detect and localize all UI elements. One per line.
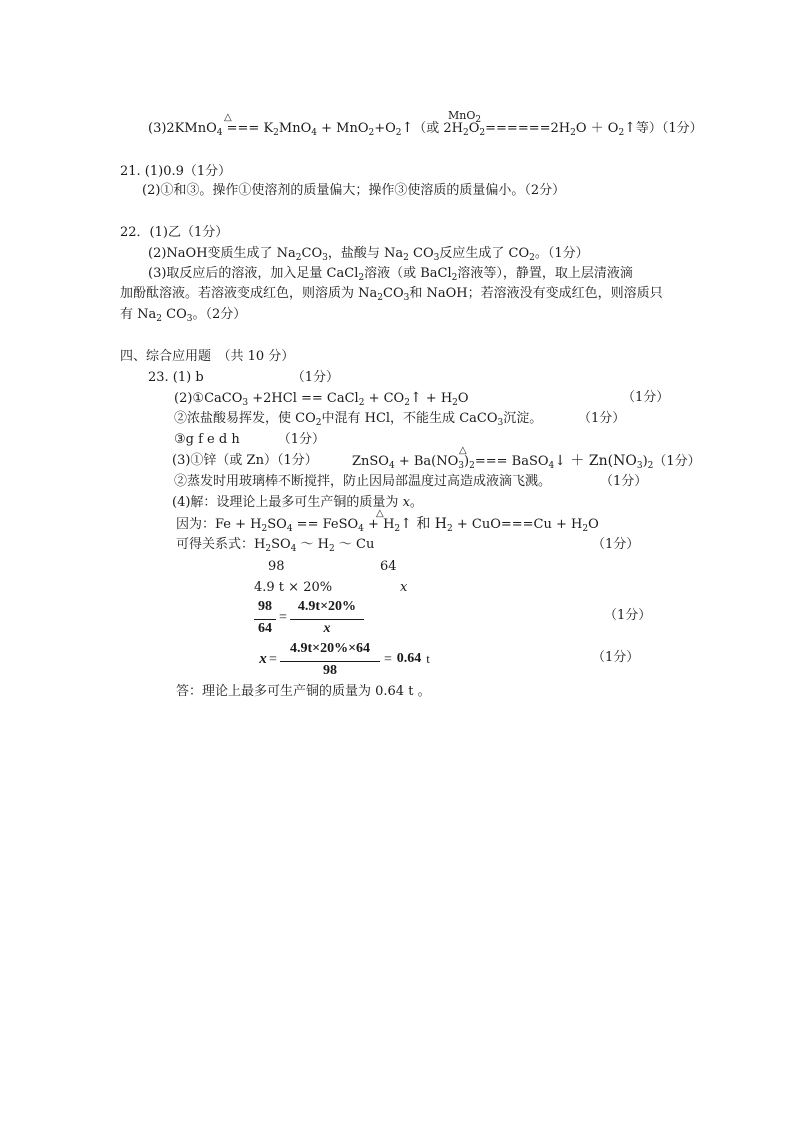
q23-line2: (2)①CaCO$_3$ +2HCl == CaCl$_2$ + $CO_2↑ + H_2O$ <box>174 390 469 408</box>
q22-line4: 加酚酞溶液。若溶液变成红色，则溶质为 $Na_2CO_3$和 NaOH；若溶液没有变成红色，则溶质只 <box>120 286 663 303</box>
equals-sign-3: = <box>384 652 392 667</box>
q23-line5-left: (3)①锌（或 Zn）（1分） <box>172 453 318 468</box>
heat-symbol-2: △ <box>459 445 467 456</box>
fraction3-numerator: 4.9t×20%×64 <box>289 641 371 656</box>
fraction1-numerator: 98 <box>258 599 272 614</box>
q22-line3: (3)取反应后的溶液，加入足量 CaCl$_2$溶液（或 BaCl$_2$溶液等），静置，取上层清液滴 <box>148 266 633 283</box>
molar-mass-64: 64 <box>380 559 397 574</box>
q23-line4: ③g f e d h （1分） <box>174 432 325 447</box>
fraction-score-1: （1分） <box>604 608 652 623</box>
solution-equation <box>256 641 436 681</box>
catalyst-label: MnO$_2$ <box>448 109 482 125</box>
fraction3-denominator: 98 <box>323 663 337 678</box>
solution-variable: x <box>259 651 267 667</box>
q21-line1: 21. (1)0.9（1分） <box>120 164 232 179</box>
q23-line7: (4)解：设理论上最多可生产铜的质量为 x。 <box>172 495 423 510</box>
heat-symbol: △ <box>224 112 232 123</box>
q23-line2-score: （1分） <box>622 390 670 405</box>
unknown-x: x <box>400 580 408 595</box>
mass-expression: 4.9 t × 20% <box>254 580 333 595</box>
ratio-equation <box>254 599 374 639</box>
fraction1-denominator: 64 <box>258 621 272 636</box>
result-value: 0.64 <box>396 651 422 666</box>
q23-line9: 可得关系式：$H_2SO_4$ ～ $H_2$ ～ Cu <box>176 537 375 554</box>
q20-equation: (3)2KMnO$_4$ === $K_2MnO_4$ + $MnO_2+O_2↑$（或 $2H_2O_2======2H_2O$ ＋ $O_2↑$等）（1分） <box>148 120 703 138</box>
q23-line6: ②蒸发时用玻璃棒不断搅拌，防止因局部温度过高造成液滴飞溅。 <box>174 474 552 489</box>
q23-line9-score: （1分） <box>592 537 640 552</box>
q22-line1: 22．(1)乙（1分） <box>120 225 229 240</box>
fraction2-numerator: 4.9t×20% <box>297 599 357 614</box>
final-answer: 答：理论上最多可生产铜的质量为 0.64 t 。 <box>176 684 431 699</box>
fraction2-bar <box>290 619 364 620</box>
q23-line6-score: （1分） <box>600 474 648 489</box>
q23-line3: ②浓盐酸易挥发，使 $CO_2$中混有 HCl，不能生成 CaCO$_3$沉淀。 <box>174 411 543 428</box>
q23-line5-equation: ZnSO$_4$ + $Ba(NO_3)_2===$ BaSO$_4$↓ ＋ $Zn(NO_3)_2(1$分） <box>352 453 701 471</box>
q21-line2: (2)①和③。操作①使溶剂的质量偏大；操作③使溶质的质量偏小。（2分） <box>142 183 566 198</box>
section-title: 四、综合应用题 （共 10 分） <box>120 349 295 364</box>
fraction2-denominator: x <box>323 621 331 636</box>
q23-line3-score: （1分） <box>578 411 626 426</box>
q23-line1: 23. (1) b （1分） <box>148 370 339 385</box>
heat-symbol-3: △ <box>376 508 384 519</box>
q22-line2: (2)NaOH变质生成了 $Na_2CO_3$，盐酸与 $Na_2$ $CO_3$反应生成了 $CO_2$。（1分） <box>148 246 589 263</box>
fraction3-bar <box>280 661 380 662</box>
equals-sign: = <box>279 610 287 625</box>
q23-line8: 因为：$Fe + H_2SO_4$ == FeSO$_4$ + $H_2↑$ 和 $H_2 + CuO===Cu + H_2O$ <box>176 516 599 534</box>
q22-line5: 有 $Na_2$ $CO_3$。（2分） <box>120 307 247 324</box>
molar-mass-98: 98 <box>268 559 285 574</box>
equals-sign-2: = <box>269 652 277 667</box>
result-unit: t <box>426 651 430 666</box>
fraction1-bar <box>254 619 276 620</box>
fraction-score-2: （1分） <box>592 650 640 665</box>
